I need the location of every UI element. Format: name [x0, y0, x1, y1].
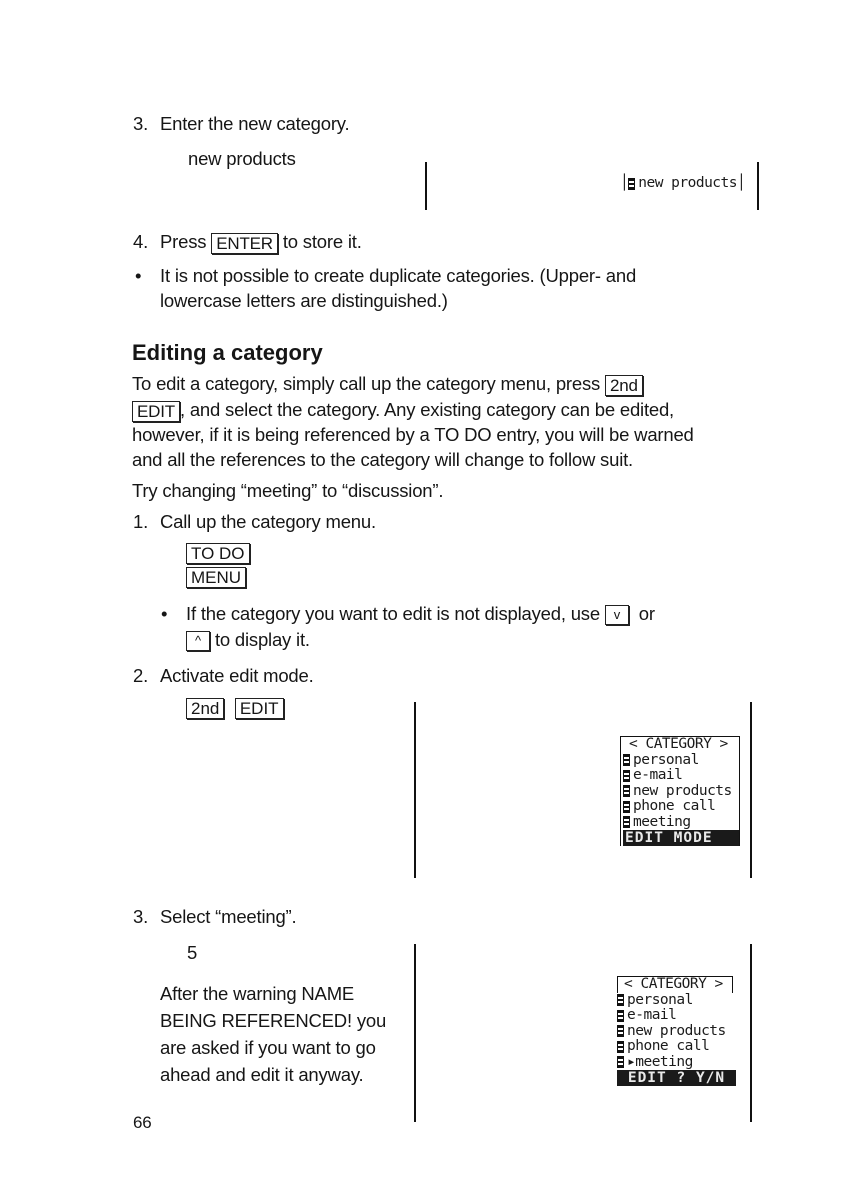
menu-key: MENU — [186, 567, 246, 588]
divider-line — [757, 162, 759, 210]
divider-line — [414, 944, 416, 1122]
step-number: 2. — [133, 665, 149, 686]
key-sequence — [186, 543, 250, 588]
divider-line — [750, 702, 752, 878]
item-marker-icon — [623, 801, 630, 813]
paragraph-line: however, if it is being referenced by a TO DO entry, you will be warned — [132, 424, 694, 445]
step-number: 4. — [133, 231, 149, 252]
step-number: 3. — [133, 113, 149, 134]
lcd-category-screen — [620, 736, 740, 846]
step-number: 3. — [133, 906, 149, 927]
paragraph-line: and all the references to the category will change to follow suit. — [132, 449, 633, 470]
item-marker-icon — [623, 785, 630, 797]
lcd-confirm-screen — [617, 976, 736, 1086]
todo-key: TO DO — [186, 543, 250, 564]
key-sequence — [186, 698, 284, 719]
lcd-text: new products — [638, 175, 737, 191]
category-item: personal — [633, 751, 699, 768]
input-example: new products — [188, 148, 296, 169]
category-item: phone call — [627, 1038, 710, 1054]
item-marker-icon — [623, 770, 630, 782]
step-text: Select “meeting”. — [160, 906, 297, 927]
lcd-mode-bar: EDIT MODE — [623, 830, 739, 846]
category-item: e-mail — [627, 1007, 677, 1023]
lcd-header: < CATEGORY > — [617, 976, 733, 993]
paragraph-line: EDIT , and select the category. Any existing category can be edited, — [132, 398, 674, 422]
category-item: meeting — [633, 813, 691, 830]
lcd-header: < CATEGORY > — [629, 736, 728, 752]
key-number: 5 — [187, 942, 198, 963]
divider-line — [750, 944, 752, 1122]
step-text: Activate edit mode. — [160, 665, 314, 686]
paragraph-line: Try changing “meeting” to “discussion”. — [132, 480, 444, 501]
category-item: new products — [627, 1022, 726, 1039]
step-text: Call up the category menu. — [160, 511, 376, 532]
lcd-display-input: │ new products │ — [620, 175, 746, 191]
item-marker-icon — [617, 1056, 624, 1068]
warning-note: After the warning NAME BEING REFERENCED! you are asked if you want to go ahead and edit it anyway. — [160, 983, 387, 1085]
category-item: e-mail — [633, 767, 683, 783]
step-number: 1. — [133, 511, 149, 532]
item-marker-icon — [623, 816, 630, 828]
2nd-key: 2nd — [186, 698, 224, 719]
item-marker-icon — [617, 1041, 624, 1053]
2nd-key: 2nd — [605, 375, 643, 396]
section-title: Editing a category — [132, 340, 323, 365]
item-marker-icon — [617, 1010, 624, 1022]
category-item: personal — [627, 991, 693, 1008]
item-marker-icon — [617, 1025, 624, 1037]
down-arrow-key: v — [605, 605, 629, 625]
item-marker-icon — [623, 754, 630, 766]
item-marker-icon — [617, 994, 624, 1006]
edit-key: EDIT — [235, 698, 284, 719]
divider-line — [414, 702, 416, 878]
cursor-icon — [628, 178, 635, 190]
paragraph-line: To edit a category, simply call up the category menu, press 2nd — [132, 372, 643, 396]
divider-line — [425, 162, 427, 210]
bullet-note-cont: lowercase letters are distinguished.) — [160, 290, 448, 311]
up-arrow-key: ^ — [186, 631, 210, 651]
bullet-note-cont: ^ to display it. — [186, 628, 310, 652]
enter-key: ENTER — [211, 233, 278, 254]
step-text: Press ENTER to store it. — [160, 231, 362, 253]
edit-key: EDIT — [132, 401, 180, 422]
category-item: new products — [633, 782, 732, 799]
bullet-note: • If the category you want to edit is not displayed, use v or — [186, 602, 655, 626]
category-item-selected: ▸meeting — [627, 1053, 693, 1070]
category-item: phone call — [633, 798, 716, 814]
step-text: Enter the new category. — [160, 113, 350, 134]
page-number: 66 — [133, 1113, 152, 1132]
lcd-confirm-bar: EDIT ? Y/N — [617, 1070, 736, 1086]
bullet-note: • It is not possible to create duplicate categories. (Upper- and — [160, 264, 636, 288]
